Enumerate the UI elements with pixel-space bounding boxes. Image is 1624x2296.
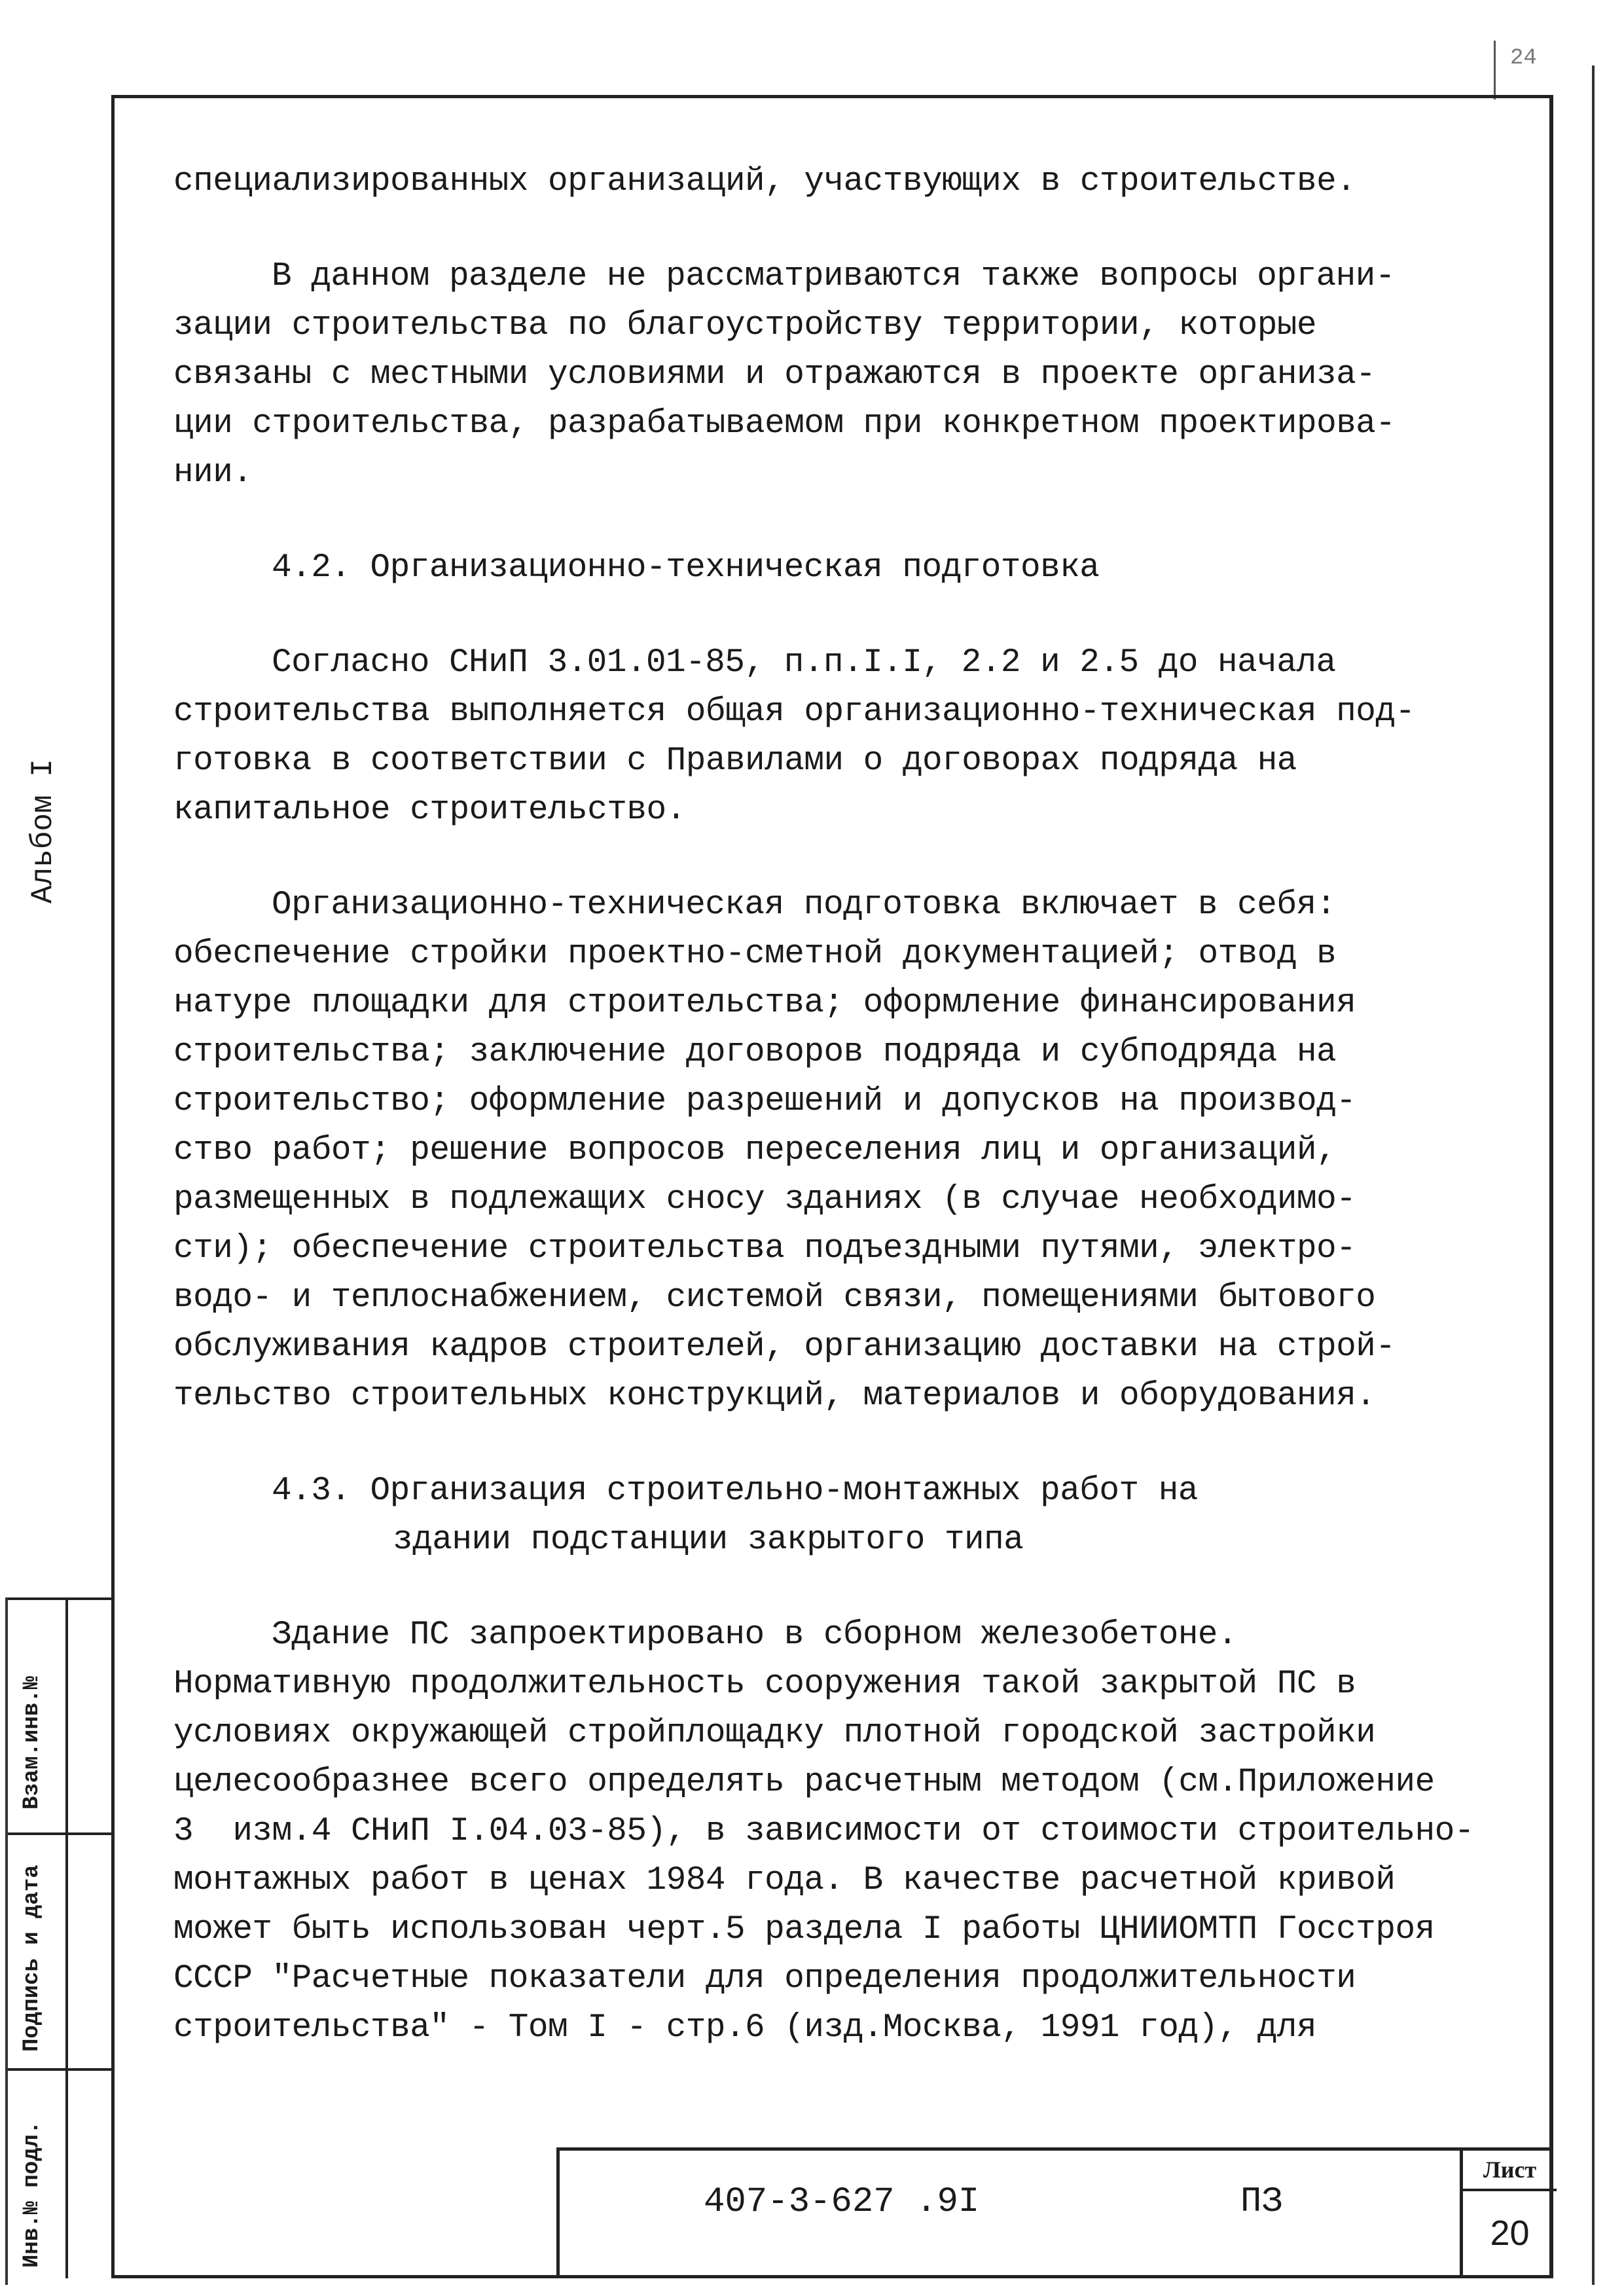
- section-heading: [173, 543, 1509, 592]
- side-stamp-row-divider: [8, 1832, 111, 1835]
- text-line: натуре площадки для строительства; оформление финансирования: [173, 985, 1356, 1022]
- text-line: целесообразнее всего определять расчетным методом (см.Приложение: [173, 1764, 1435, 1801]
- text-line: водо- и теплоснабжением, системой связи, помещениями бытового: [173, 1279, 1376, 1317]
- text-line: 3 изм.4 СНиП I.04.03-85), в зависимости от стоимости строительно-: [173, 1813, 1474, 1850]
- paragraph: [173, 1611, 1509, 2052]
- paragraph: [173, 252, 1509, 498]
- text-line: специализированных организаций, участвующих в строительстве.: [173, 163, 1356, 200]
- document-body: [173, 157, 1509, 2052]
- paragraph-gap: [173, 592, 1509, 638]
- text-line: условиях окружающей стройплощадку плотной городской застройки: [173, 1715, 1376, 1752]
- text-line: строительство; оформление разрешений и допусков на производ-: [173, 1083, 1356, 1120]
- text-line: строительства; заключение договоров подряда и субподряда на: [173, 1034, 1337, 1071]
- paragraph-gap: [173, 1565, 1509, 1611]
- text-line: монтажных работ в ценах 1984 года. В качестве расчетной кривой: [173, 1862, 1396, 1899]
- text-line: может быть использован черт.5 раздела I работы ЦНИИОМТП Госстроя: [173, 1911, 1435, 1948]
- text-line: Здание ПС запроектировано в сборном железобетоне.: [272, 1616, 1238, 1654]
- document-type: ПЗ: [1240, 2182, 1283, 2222]
- text-line: готовка в соответствии с Правилами о договорах подряда на: [173, 742, 1297, 780]
- sheet-label: Лист: [1463, 2151, 1557, 2191]
- side-stamp-label-replace-inv: Взам.инв.№: [20, 1675, 45, 1810]
- text-line: зации строительства по благоустройству территории, которые: [173, 307, 1317, 344]
- document-code: 407-3-627 .9I: [704, 2182, 980, 2222]
- text-line: обеспечение стройки проектно-сметной документацией; отвод в: [173, 936, 1337, 973]
- corner-page-mark: 24: [1494, 41, 1592, 100]
- paragraph-gap: [173, 206, 1509, 252]
- text-line: Согласно СНиП 3.01.01-85, п.п.I.I, 2.2 и 2.5 до начала: [272, 644, 1336, 682]
- side-stamp-label-signature-date: Подпись и дата: [20, 1865, 45, 2052]
- text-line: ство работ; решение вопросов переселения лиц и организаций,: [173, 1132, 1337, 1169]
- text-line: тельство строительных конструкций, материалов и оборудования.: [173, 1377, 1376, 1415]
- paragraph-gap: [173, 498, 1509, 543]
- paragraph: [173, 881, 1509, 1421]
- sheet-number: 20: [1490, 2214, 1530, 2253]
- text-line: строительства выполняется общая организационно-техническая под-: [173, 693, 1415, 731]
- text-line: обслуживания кадров строителей, организацию доставки на строй-: [173, 1328, 1396, 1366]
- text-line: капитальное строительство.: [173, 792, 686, 829]
- side-stamp-row-divider: [8, 2068, 111, 2071]
- side-stamp: [8, 1597, 111, 2278]
- sheet-box: [1460, 2151, 1557, 2278]
- outer-border-right: [1592, 65, 1595, 2285]
- side-stamp-label-original-inv: Инв.№ подл.: [20, 2121, 45, 2268]
- heading-line: 4.2. Организационно-техническая подготовка: [272, 549, 1100, 587]
- text-line: ции строительства, разрабатываемом при конкретном проектирова-: [173, 405, 1396, 443]
- album-label: Альбом I: [26, 759, 60, 903]
- text-line: размещенных в подлежащих сносу зданиях (в случае необходимо-: [173, 1181, 1356, 1218]
- text-line: сти); обеспечение строительства подъездными путями, электро-: [173, 1230, 1356, 1267]
- section-heading: [173, 1467, 1509, 1565]
- text-line: связаны с местными условиями и отражаются в проекте организа-: [173, 356, 1376, 393]
- text-line: строительства" - Том I - стр.6 (изд.Москва, 1991 год), для: [173, 2009, 1317, 2047]
- heading-line: здании подстанции закрытого типа: [393, 1522, 1024, 1559]
- text-line: СССР "Расчетные показатели для определения продолжительности: [173, 1960, 1356, 1997]
- side-stamp-divider: [65, 1600, 68, 2278]
- text-line: Нормативную продолжительность сооружения такой закрытой ПС в: [173, 1666, 1356, 1703]
- paragraph: [173, 157, 1509, 206]
- text-line: Организационно-техническая подготовка включает в себя:: [272, 886, 1336, 924]
- text-line: нии.: [173, 454, 253, 492]
- heading-line: 4.3. Организация строительно-монтажных работ на: [272, 1472, 1198, 1510]
- title-block: [556, 2147, 1553, 2278]
- text-line: В данном разделе не рассматриваются также вопросы органи-: [272, 258, 1395, 295]
- paragraph-gap: [173, 1421, 1509, 1467]
- paragraph: [173, 638, 1509, 835]
- paragraph-gap: [173, 835, 1509, 881]
